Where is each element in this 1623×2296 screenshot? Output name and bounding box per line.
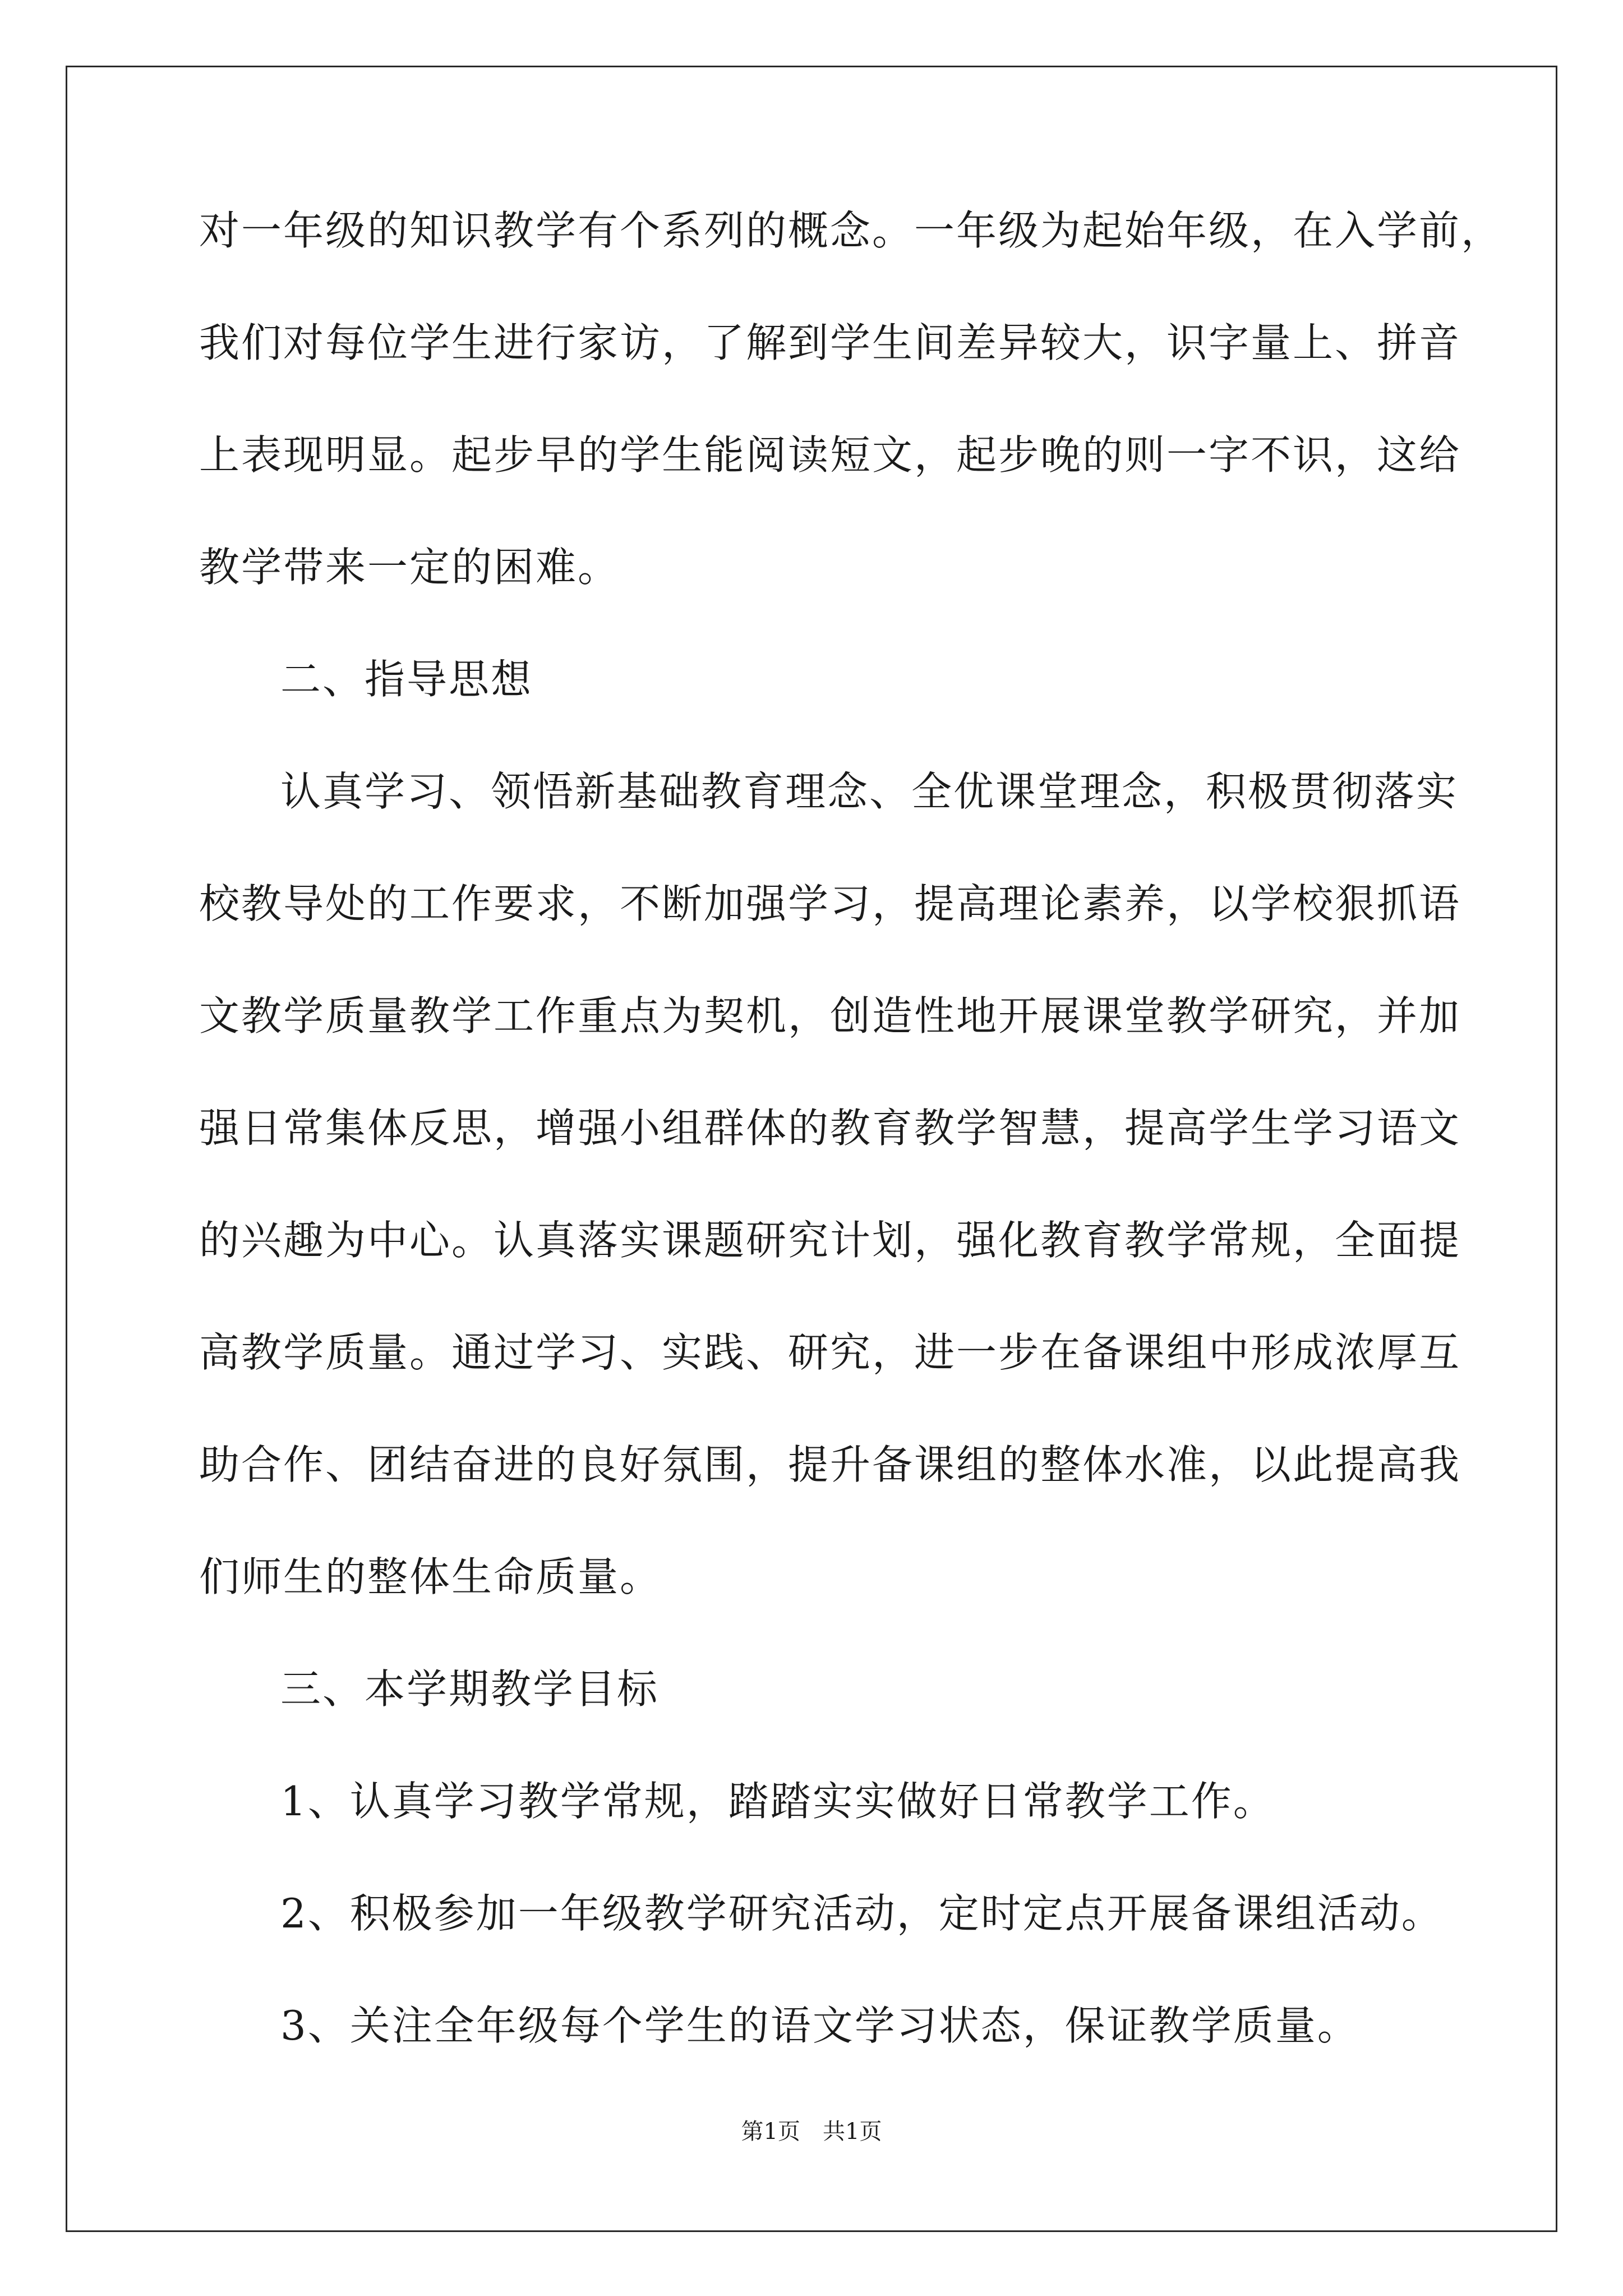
paragraph-line: 助合作、团结奋进的良好氛围，提升备课组的整体水准，以此提高我 bbox=[199, 1441, 1461, 1488]
list-item: 1、认真学习教学常规，踏踏实实做好日常教学工作。 bbox=[280, 1778, 1275, 1825]
paragraph-line: 对一年级的知识教学有个系列的概念。一年级为起始年级，在入学前， bbox=[199, 207, 1504, 254]
page-number-footer: 第1页 共1页 bbox=[741, 2119, 882, 2145]
paragraph-line: 校教导处的工作要求，不断加强学习，提高理论素养，以学校狠抓语 bbox=[199, 880, 1461, 927]
list-item: 3、关注全年级每个学生的语文学习状态，保证教学质量。 bbox=[280, 2002, 1359, 2049]
paragraph-line: 高教学质量。通过学习、实践、研究，进一步在备课组中形成浓厚互 bbox=[199, 1329, 1461, 1376]
paragraph-line: 我们对每位学生进行家访，了解到学生间差异较大，识字量上、拼音 bbox=[199, 319, 1461, 366]
paragraph-line: 们师生的整体生命质量。 bbox=[199, 1553, 662, 1600]
list-item: 2、积极参加一年级教学研究活动，定时定点开展备课组活动。 bbox=[280, 1890, 1444, 1937]
paragraph-line: 上表现明显。起步早的学生能阅读短文，起步晚的则一字不识，这给 bbox=[199, 431, 1461, 478]
paragraph-line: 认真学习、领悟新基础教育理念、全优课堂理念，积极贯彻落实 bbox=[280, 768, 1459, 815]
paragraph-line: 教学带来一定的困难。 bbox=[199, 544, 620, 591]
paragraph-line: 的兴趣为中心。认真落实课题研究计划，强化教育教学常规，全面提 bbox=[199, 1217, 1461, 1264]
section-heading: 二、指导思想 bbox=[280, 656, 533, 703]
paragraph-line: 强日常集体反思，增强小组群体的教育教学智慧，提高学生学习语文 bbox=[199, 1105, 1461, 1152]
section-heading: 三、本学期教学目标 bbox=[280, 1665, 660, 1713]
paragraph-line: 文教学质量教学工作重点为契机，创造性地开展课堂教学研究，并加 bbox=[199, 992, 1461, 1039]
